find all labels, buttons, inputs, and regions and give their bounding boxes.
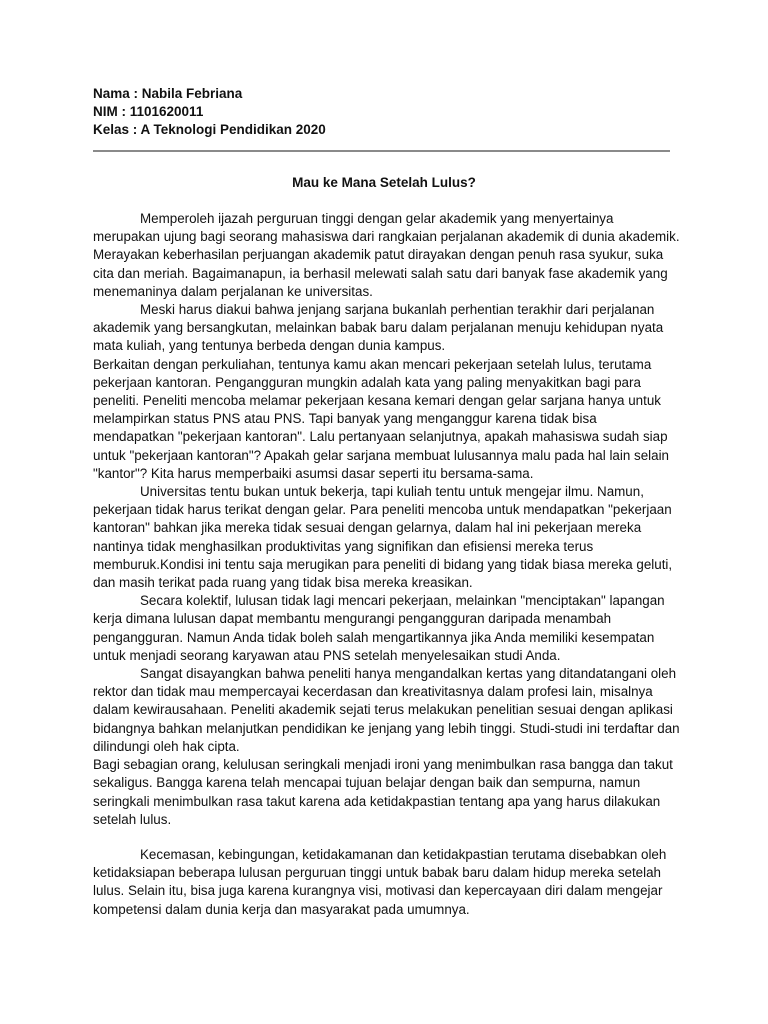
student-name: Nama : Nabila Febriana: [93, 86, 243, 101]
header-divider: [93, 150, 670, 152]
paragraph-spacer: [93, 829, 681, 846]
student-info-header: [93, 85, 326, 139]
paragraph-2: Meski harus diakui bahwa jenjang sarjana bukanlah perhentian terakhir dari perjalanan akademik yang bersangkutan, melainkan babak baru dalam perjalanan menuju kehidupan nyata mata kuliah, yang tentunya berbeda dengan dunia kampus.: [93, 302, 664, 354]
essay-title: Mau ke Mana Setelah Lulus?: [292, 175, 476, 190]
paragraph-6: Sangat disayangkan bahwa peneliti hanya mengandalkan kertas yang ditandatangani oleh rektor dan tidak mau mempercayai kecerdasan dan kreativitasnya dalam profesi lain, misalnya dalam kewirausahaan. Peneliti akademik sejati terus melakukan penelitian sesuai dengan aplikasi bidangnya bahkan melanjutkan pendidikan ke jenjang yang lebih tinggi. Studi-studi ini terdaftar dan dilindungi oleh hak cipta.: [93, 666, 680, 754]
essay-body: [93, 210, 681, 919]
paragraph-7: Bagi sebagian orang, kelulusan seringkali menjadi ironi yang menimbulkan rasa bangga dan takut sekaligus. Bangga karena telah mencapai tujuan belajar dengan baik dan sempurna, namun seringkali menimbulkan rasa takut karena ada ketidakpastian tentang apa yang harus dilakukan setelah lulus.: [93, 757, 673, 827]
paragraph-5: Secara kolektif, lulusan tidak lagi mencari pekerjaan, melainkan "menciptakan" lapangan kerja dimana lulusan dapat membantu mengurangi pengangguran daripada menambah pengangguran. Namun Anda tidak boleh salah mengartikannya jika Anda memiliki kesempatan untuk menjadi seorang karyawan atau PNS setelah menyelesaikan studi Anda.: [93, 593, 665, 663]
student-class: Kelas : A Teknologi Pendidikan 2020: [93, 122, 326, 137]
paragraph-4: Universitas tentu bukan untuk bekerja, tapi kuliah tentu untuk mengejar ilmu. Namun, pekerjaan tidak harus terikat dengan gelar. Para peneliti mencoba untuk mendapatkan "pekerjaan kantoran" bahkan jika mereka tidak sesuai dengan gelarnya, dalam hal ini pekerjaan mereka nantinya tidak menghasilkan produktivitas yang signifikan dan efisiensi mereka terus memburuk.Kondisi ini tentu saja merugikan para peneliti di bidang yang tidak biasa mereka geluti, dan masih terikat pada ruang yang tidak bisa mereka kreasikan.: [93, 484, 673, 591]
paragraph-8: Kecemasan, kebingungan, ketidakamanan dan ketidakpastian terutama disebabkan oleh ketidaksiapan beberapa lulusan perguruan tinggi untuk babak baru dalam hidup mereka setelah lulus. Selain itu, bisa juga karena kurangnya visi, motivasi dan kepercayaan diri dalam mengejar kompetensi dalam dunia kerja dan masyarakat pada umumnya.: [93, 846, 667, 917]
paragraph-3: Berkaitan dengan perkuliahan, tentunya kamu akan mencari pekerjaan setelah lulus, terutama pekerjaan kantoran. Pengangguran mungkin adalah kata yang paling menyakitkan bagi para peneliti. Peneliti mencoba melamar pekerjaan kesana kemari dengan gelar sarjana hanya untuk melampirkan status PNS atau PNS. Tapi banyak yang menganggur karena tidak bisa mendapatkan "pekerjaan kantoran". Lalu pertanyaan selanjutnya, apakah mahasiswa sudah siap untuk "pekerjaan kantoran"? Apakah gelar sarjana membuat lulusannya malu pada hal lain selain "kantor"? Kita harus memperbaiki asumsi dasar seperti itu bersama-sama.: [93, 356, 670, 481]
paragraph-1: Memperoleh ijazah perguruan tinggi dengan gelar akademik yang menyertainya merupakan ujung bagi seorang mahasiswa dari rangkaian perjalanan akademik di dunia akademik. Merayakan keberhasilan perjuangan akademik patut dirayakan dengan penuh rasa syukur, suka cita dan meriah. Bagaimanapun, ia berhasil melewati salah satu dari banyak fase akademik yang menemaninya dalam perjalanan ke universitas.: [93, 211, 680, 299]
student-nim: NIM : 1101620011: [93, 104, 204, 119]
